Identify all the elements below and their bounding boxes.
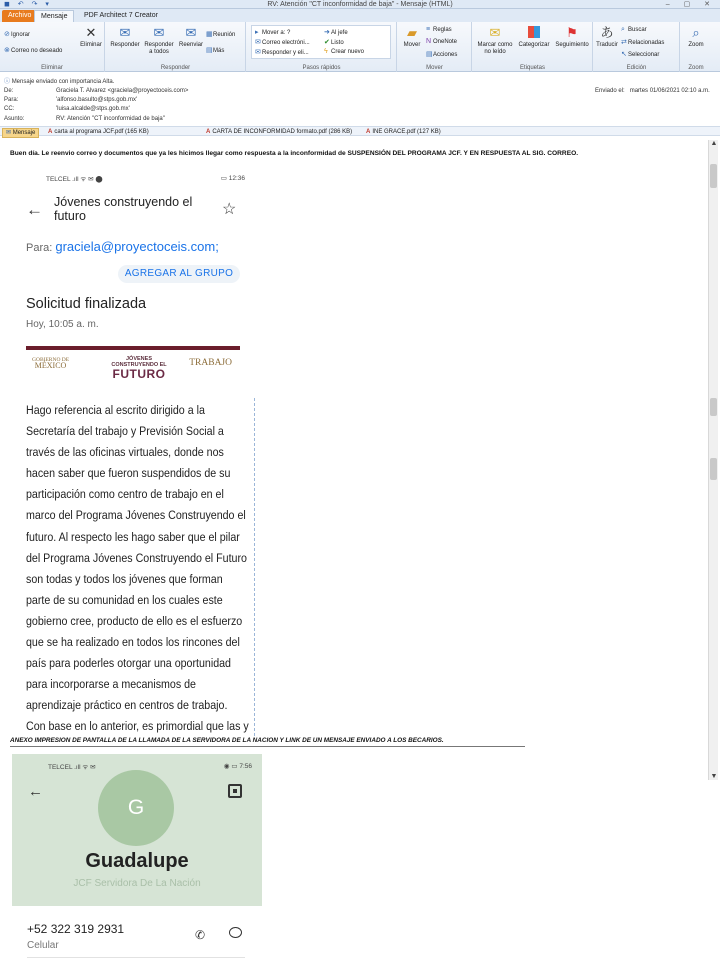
quick-step-email[interactable]: ✉Correo electróni... [255, 39, 310, 46]
select-button[interactable]: ↖Seleccionar [621, 51, 660, 58]
folder-icon: ▸ [255, 29, 259, 36]
vertical-scrollbar[interactable] [708, 140, 718, 780]
attachment-message[interactable]: ✉ Mensaje [2, 128, 39, 138]
jcf-banner [26, 346, 240, 384]
related-icon: ⇄ [621, 39, 627, 46]
divider [27, 957, 245, 958]
phone-status-bar: TELCEL .ıll ᯤ ✉ ◉ ▭ 7:56 [48, 763, 252, 771]
check-icon: ✔ [324, 39, 330, 46]
mark-unread-button[interactable]: ✉ Marcar como no leído [477, 25, 513, 55]
window-title: RV: Atención "CT inconformidad de baja" - Mensaje (HTML) [267, 1, 453, 8]
reply-all-button[interactable]: ✉ Responder a todos [144, 25, 174, 55]
subject-value: RV: Atención "CT inconformidad de baja" [56, 116, 165, 122]
ignore-button[interactable]: ⊘Ignorar [4, 31, 31, 38]
more-button[interactable]: ▤Más [206, 47, 225, 54]
find-button[interactable]: ⌕ Buscar [621, 26, 647, 33]
group-label: Zoom [688, 65, 704, 71]
reply-button[interactable]: ✉ Responder [110, 25, 140, 48]
header-sent: Enviado el: martes 01/06/2021 02:10 a.m. [595, 88, 710, 94]
pdf-icon: A [366, 129, 371, 135]
junk-button[interactable]: ⊗Correo no deseado [4, 47, 63, 54]
email-icon: ✉ [255, 39, 261, 46]
attachments-bar [0, 126, 720, 136]
scroll-down-icon[interactable]: ▼ [710, 773, 718, 780]
magnifier-icon: ⌕ [692, 25, 700, 40]
email-date: Hoy, 10:05 a. m. [26, 319, 99, 330]
rules-button[interactable]: ≡ Reglas [426, 26, 452, 33]
contact-phone-type: Celular [27, 940, 59, 951]
reply-icon: ✉ [119, 25, 131, 40]
forward-icon: ✉ [185, 25, 197, 40]
quick-step-reply-delete[interactable]: ✉Responder y eli... [255, 49, 309, 56]
rules-icon: ≡ [426, 26, 431, 33]
annex-caption: ANEXO IMPRESIÓN DE PANTALLA DE LA LLAMADA DE LA SERVIDORA DE LA NACIÓN Y LINK DE UN MENSAJE ENVIADO A LOS BECARIOS. [10, 737, 525, 747]
quick-steps-gallery [251, 25, 391, 59]
group-label: Pasos rápidos [302, 65, 341, 71]
categorize-button[interactable]: Categorizar [515, 26, 553, 49]
phone-status-bar: TELCEL .ıll ᯤ ✉ ⬤ ▭ 12:36 [46, 175, 245, 183]
email-body-text: Hago referencia al escrito dirigido a la Secretaría del trabajo y Previsión Social a través de las oficinas virtuales, donde nos hacen saber que fueron suspendidos de su participación como centro de trabajo en el marco del Programa Jóvenes Construyendo el futuro. Al respecto les hago saber que el pilar del Programa Jóvenes Construyendo el Futuro son todas y todos los jóvenes que forman parte de su comunidad en los cuales este gobierno cree, producto de ello es el esfuerzo que se ha realizado en todos los rincones del país para poderles otorgar una oportunidad para incorporarse a mecanismos de aprendizaje práctico en centros de trabajo. Con base en lo anterior, es primordial que las y [26, 403, 249, 734]
group-label: Eliminar [41, 65, 63, 71]
related-button[interactable]: ⇄Relacionadas [621, 39, 665, 46]
select-icon: ↖ [621, 51, 627, 58]
translate-icon: あ [600, 25, 614, 40]
pdf-icon: A [206, 129, 211, 135]
attachment-pdf[interactable]: A carta al programa JCF.pdf (165 KB) [48, 129, 149, 135]
move-button[interactable]: ▰ Mover [403, 25, 421, 48]
group-label: Responder [160, 65, 191, 71]
to-value[interactable]: 'alfonso.basulto@stps.gob.mx' [56, 97, 138, 103]
scroll-thumb[interactable] [710, 164, 717, 188]
group-label: Mover [426, 65, 443, 71]
ribbon-tabs [0, 9, 720, 22]
scroll-thumb[interactable] [710, 398, 717, 416]
cc-value[interactable]: 'luisa.alcalde@stps.gob.mx' [56, 106, 130, 112]
add-group-button: AGREGAR AL GRUPO [118, 265, 240, 283]
category-color-swatch [528, 26, 540, 38]
junk-icon: ⊗ [4, 47, 10, 54]
jcf-logo: JÓVENES CONSTRUYENDO EL FUTURO [111, 356, 167, 381]
meeting-button[interactable]: ▦Reunión [206, 31, 236, 38]
contact-subtitle: JCF Servidora De La Nación [73, 878, 201, 889]
contact-name: Guadalupe [85, 850, 189, 872]
ignore-icon: ⊘ [4, 31, 10, 38]
reply-all-icon: ✉ [153, 25, 165, 40]
reply-delete-icon: ✉ [255, 49, 261, 56]
email-subject: Solicitud finalizada [26, 296, 147, 312]
group-pasos-rapidos [247, 22, 397, 72]
more-icon: ▤ [206, 47, 213, 54]
manager-icon: ➜ [324, 29, 330, 36]
binoculars-icon: ⌕ [621, 26, 625, 33]
group-edicion [594, 22, 680, 72]
header-subject: Asunto: RV: Atención "CT inconformidad de baja" [4, 116, 165, 122]
categorize-icon [527, 26, 541, 40]
body-intro-text: Buen día. Le reenvio correo y documentos que ya les hicimos llegar como respuesta a la inconformidad de SUSPENSIÓN DEL PROGRAMA JCF. Y EN RESPUESTA AL SIG. CORREO. [10, 150, 579, 157]
message-icon [229, 927, 242, 938]
info-icon: ⓘ [4, 79, 11, 85]
follow-up-button[interactable]: ⚑ Seguimiento [555, 25, 589, 48]
onenote-icon: N [426, 38, 432, 45]
group-label: Edición [626, 65, 647, 71]
gobierno-mexico-logo: GOBIERNO DE MÉXICO [32, 357, 70, 370]
tab-pdf-architect[interactable]: PDF Architect 7 Creator [84, 12, 158, 19]
group-label: Etiquetas [519, 65, 546, 71]
importance-notice: ⓘ Mensaje enviado con importancia Alta. [4, 79, 115, 85]
header-cc: CC: 'luisa.alcalde@stps.gob.mx' [4, 106, 130, 112]
attachment-pdf[interactable]: A CARTA DE INCONFORMIDAD formato.pdf (286 KB) [206, 129, 353, 135]
tab-mensaje[interactable]: Mensaje [34, 10, 74, 22]
contact-header [12, 754, 262, 906]
lightning-icon: ϟ [324, 48, 328, 55]
actions-icon: ▤ [426, 51, 433, 58]
email-sender-title: Jóvenes construyendo el futuro [54, 195, 193, 223]
actions-button[interactable]: ▤Acciones [426, 51, 458, 58]
delete-button[interactable]: ✕ Eliminar [80, 25, 102, 48]
contact-phone-number: +52 322 319 2931 [27, 922, 125, 936]
zoom-button[interactable]: ⌕ Zoom [688, 25, 704, 48]
envelope-icon: ✉ [489, 25, 501, 40]
from-value[interactable]: Graciela T. Alvarez <graciela@proyectoceis.com> [56, 88, 189, 94]
forward-button[interactable]: ✉ Reenviar [178, 25, 203, 48]
flag-icon: ⚑ [566, 25, 578, 40]
scroll-up-icon[interactable]: ▲ [710, 140, 718, 147]
group-responder [106, 22, 246, 72]
window-controls[interactable]: – ▢ ✕ [665, 1, 716, 8]
attachment-pdf[interactable]: A INE GRACE.pdf (127 KB) [366, 129, 441, 135]
back-arrow-icon: ← [28, 783, 43, 800]
contact-screenshot-image [12, 754, 262, 960]
group-etiquetas [473, 22, 593, 72]
email-screenshot-image [10, 168, 255, 736]
back-arrow-icon: ← [26, 200, 43, 219]
calendar-icon: ▦ [206, 31, 213, 38]
phone-icon: ✆ [195, 928, 206, 942]
pdf-icon: A [48, 129, 53, 135]
quick-step-manager[interactable]: ➜Al jefe [324, 29, 348, 36]
quick-step-create[interactable]: ϟ Crear nuevo [324, 48, 365, 55]
title-bar [0, 0, 720, 9]
quick-step-move[interactable]: ▸ Mover a: ? [255, 29, 291, 36]
envelope-icon: ✉ [6, 130, 12, 136]
trabajo-logo: TRABAJO [189, 358, 232, 368]
avatar: G [98, 770, 174, 846]
scroll-thumb[interactable] [710, 458, 717, 480]
group-mover [398, 22, 472, 72]
email-to-line: Para: graciela@proyectoceis.com; [26, 239, 219, 254]
quick-step-done[interactable]: ✔Listo [324, 39, 344, 46]
quick-access-toolbar[interactable]: ◼ ↶ ↷ ▾ [4, 1, 52, 8]
onenote-button[interactable]: N OneNote [426, 38, 458, 45]
header-to: Para: 'alfonso.basulto@stps.gob.mx' [4, 97, 138, 103]
qr-code-icon [228, 784, 242, 798]
star-icon: ☆ [222, 201, 237, 218]
group-eliminar [0, 22, 105, 72]
translate-button[interactable]: あ Traducir [596, 25, 618, 48]
group-zoom [681, 22, 711, 72]
ribbon [0, 22, 720, 72]
move-folder-icon: ▰ [407, 25, 417, 40]
tab-archivo[interactable]: Archivo [2, 10, 37, 22]
delete-icon: ✕ [85, 25, 97, 40]
header-from: De: Graciela T. Alvarez <graciela@proyectoceis.com> [4, 88, 189, 94]
